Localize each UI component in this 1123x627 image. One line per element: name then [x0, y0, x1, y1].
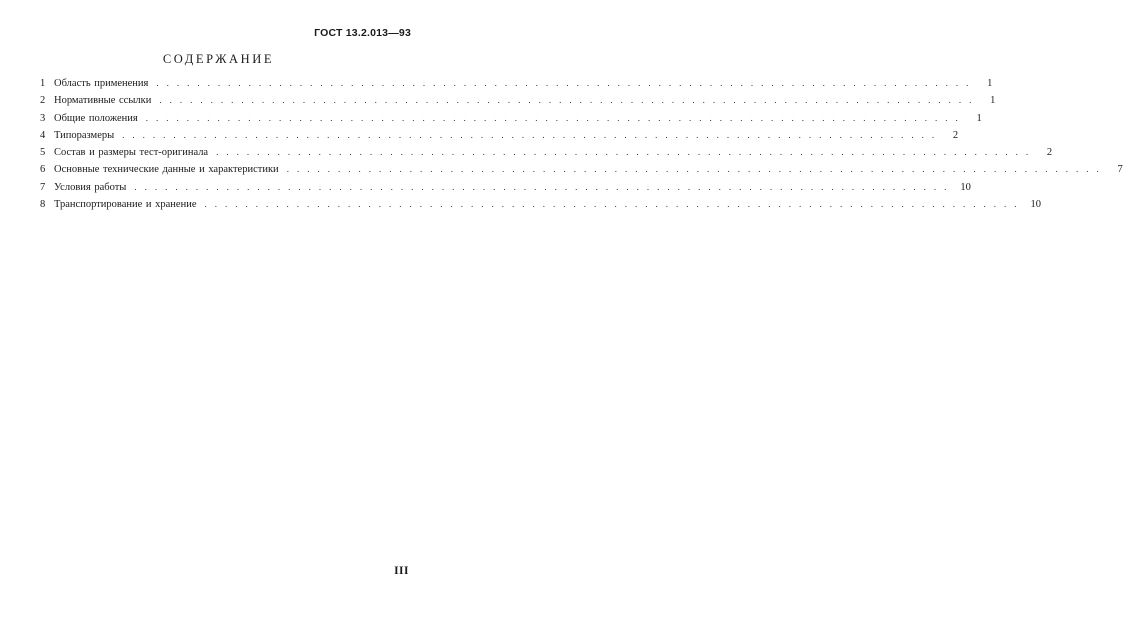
toc-item-page: 2 [1046, 147, 1053, 159]
table-of-contents [40, 75, 1123, 213]
toc-item[interactable] [40, 75, 993, 92]
toc-item[interactable] [40, 161, 1123, 178]
toc-item-title: Основные технические данные и характеристики [54, 164, 279, 176]
toc-item-title: Типоразмеры [54, 129, 115, 141]
toc-leader-dots: ................................................................................ [204, 199, 1025, 210]
toc-item-number: 7 [40, 181, 46, 193]
toc-item-number: 3 [40, 112, 46, 124]
toc-item-number: 8 [40, 199, 46, 211]
toc-item-page: 10 [960, 181, 971, 193]
toc-item-title: Общие положения [54, 112, 138, 124]
toc-item-title: Область применения [54, 78, 149, 89]
toc-item-number: 5 [40, 147, 46, 159]
toc-item-page: 10 [1030, 199, 1041, 211]
toc-title: СОДЕРЖАНИЕ [162, 52, 275, 66]
toc-item-page: 2 [952, 129, 959, 141]
toc-leader-dots: ................................................................................ [156, 78, 977, 88]
toc-item-page: 1 [976, 112, 982, 124]
toc-leader-dots: ................................................................................ [159, 95, 980, 106]
toc-item-title: Условия работы [54, 181, 127, 193]
toc-item[interactable] [40, 179, 971, 196]
toc-item[interactable] [40, 92, 996, 109]
document-code: ГОСТ 13.2.013—93 [314, 27, 411, 39]
toc-item-title: Состав и размеры тест-оригинала [54, 147, 209, 159]
toc-leader-dots: ................................................................................ [145, 112, 966, 123]
toc-leader-dots: ................................................................................ [216, 147, 1037, 158]
toc-item[interactable] [40, 127, 959, 144]
toc-leader-dots: ................................................................................ [122, 129, 943, 140]
page-number: III [394, 565, 409, 577]
toc-item[interactable] [40, 196, 1041, 213]
toc-item[interactable] [40, 110, 982, 127]
toc-item-page: 7 [1117, 164, 1123, 176]
toc-item-number: 2 [40, 95, 46, 107]
toc-item-number: 6 [40, 164, 46, 176]
toc-leader-dots: ................................................................................ [286, 164, 1107, 175]
toc-item[interactable] [40, 144, 1053, 161]
toc-item-number: 4 [40, 129, 46, 141]
toc-item-page: 1 [987, 78, 993, 89]
toc-item-title: Нормативные ссылки [54, 95, 152, 107]
toc-item-title: Транспортирование и хранение [54, 199, 197, 211]
toc-item-number: 1 [40, 78, 46, 89]
toc-item-page: 1 [990, 95, 996, 107]
toc-leader-dots: ................................................................................ [134, 181, 955, 192]
